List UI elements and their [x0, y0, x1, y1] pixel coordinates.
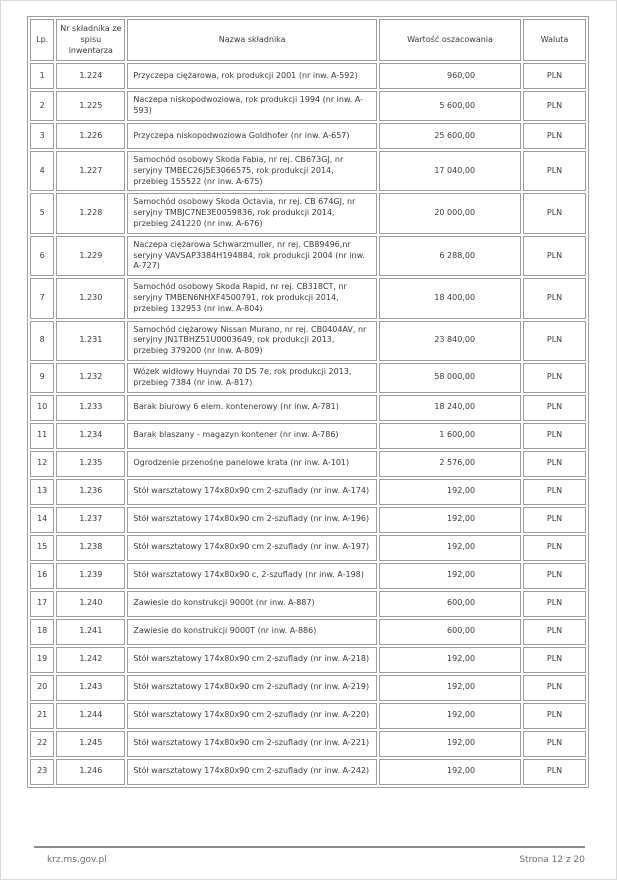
- inventory-number-cell: 1.231: [56, 321, 125, 361]
- currency-cell: PLN: [523, 423, 586, 449]
- row-index-cell: 10: [30, 395, 54, 421]
- inventory-number-cell: 1.245: [56, 731, 125, 757]
- row-index-cell: 17: [30, 591, 54, 617]
- estimated-value-cell: 192,00: [379, 675, 521, 701]
- currency-cell: PLN: [523, 759, 586, 785]
- estimated-value-cell: 192,00: [379, 647, 521, 673]
- item-name-cell: Stół warsztatowy 174x80x90 cm 2-szuflady (nr inw. A-219): [127, 675, 377, 701]
- row-index-cell: 2: [30, 91, 54, 121]
- table-row: [30, 321, 586, 361]
- table-row: [30, 703, 586, 729]
- row-index-cell: 6: [30, 236, 54, 276]
- table-row: [30, 193, 586, 233]
- inventory-number-cell: 1.236: [56, 479, 125, 505]
- item-name-cell: Samochód osobowy Skoda Fabia, nr rej. CB673GJ, nr seryjny TMBEC26J5E3066575, rok produkcji 2014, przebieg 155522 (nr inw. A-675): [127, 151, 377, 191]
- inventory-number-cell: 1.242: [56, 647, 125, 673]
- currency-cell: PLN: [523, 63, 586, 89]
- inventory-number-cell: 1.235: [56, 451, 125, 477]
- table-row: [30, 123, 586, 149]
- table-row: [30, 423, 586, 449]
- item-name-cell: Barak blaszany - magazyn kontener (nr inw. A-786): [127, 423, 377, 449]
- row-index-cell: 13: [30, 479, 54, 505]
- item-name-cell: Przyczepa niskopodwoziowa Goldhofer (nr inw. A-657): [127, 123, 377, 149]
- table-row: [30, 647, 586, 673]
- inventory-number-cell: 1.243: [56, 675, 125, 701]
- inventory-number-cell: 1.238: [56, 535, 125, 561]
- row-index-cell: 22: [30, 731, 54, 757]
- table-row: [30, 63, 586, 89]
- inventory-number-cell: 1.224: [56, 63, 125, 89]
- column-header-currency: Waluta: [523, 19, 586, 61]
- estimated-value-cell: 192,00: [379, 703, 521, 729]
- currency-cell: PLN: [523, 647, 586, 673]
- estimated-value-cell: 192,00: [379, 731, 521, 757]
- item-name-cell: Zawiesie do konstrukcji 9000t (nr inw. A-887): [127, 591, 377, 617]
- estimated-value-cell: 600,00: [379, 591, 521, 617]
- inventory-number-cell: 1.234: [56, 423, 125, 449]
- inventory-number-cell: 1.225: [56, 91, 125, 121]
- row-index-cell: 18: [30, 619, 54, 645]
- currency-cell: PLN: [523, 479, 586, 505]
- inventory-number-cell: 1.237: [56, 507, 125, 533]
- estimated-value-cell: 192,00: [379, 759, 521, 785]
- column-header-inventory-number: Nr składnika ze spisu inwentarza: [56, 19, 125, 61]
- inventory-number-cell: 1.228: [56, 193, 125, 233]
- item-name-cell: Stół warsztatowy 174x80x90 cm 2-szuflady (nr inw. A-220): [127, 703, 377, 729]
- item-name-cell: Zawiesie do konstrukcji 9000T (nr inw. A-886): [127, 619, 377, 645]
- estimated-value-cell: 192,00: [379, 535, 521, 561]
- row-index-cell: 1: [30, 63, 54, 89]
- estimated-value-cell: 23 840,00: [379, 321, 521, 361]
- table-header-row: [30, 19, 586, 61]
- currency-cell: PLN: [523, 703, 586, 729]
- currency-cell: PLN: [523, 123, 586, 149]
- estimated-value-cell: 960,00: [379, 63, 521, 89]
- item-name-cell: Stół warsztatowy 174x80x90 c, 2-szuflady (nr inw. A-198): [127, 563, 377, 589]
- currency-cell: PLN: [523, 731, 586, 757]
- table-row: [30, 91, 586, 121]
- table-row: [30, 507, 586, 533]
- item-name-cell: Stół warsztatowy 174x80x90 cm 2-szuflady (nr inw. A-197): [127, 535, 377, 561]
- currency-cell: PLN: [523, 619, 586, 645]
- currency-cell: PLN: [523, 363, 586, 393]
- table-row: [30, 591, 586, 617]
- currency-cell: PLN: [523, 451, 586, 477]
- item-name-cell: Stół warsztatowy 174x80x90 cm 2-szuflady (nr inw. A-218): [127, 647, 377, 673]
- table-row: [30, 731, 586, 757]
- item-name-cell: Barak biurowy 6 elem. kontenerowy (nr inw. A-781): [127, 395, 377, 421]
- item-name-cell: Stół warsztatowy 174x80x90 cm 2-szuflady (nr inw. A-221): [127, 731, 377, 757]
- estimated-value-cell: 1 600,00: [379, 423, 521, 449]
- table-row: [30, 759, 586, 785]
- estimated-value-cell: 2 576,00: [379, 451, 521, 477]
- inventory-number-cell: 1.230: [56, 278, 125, 318]
- estimated-value-cell: 192,00: [379, 507, 521, 533]
- currency-cell: PLN: [523, 193, 586, 233]
- table-row: [30, 563, 586, 589]
- footer-page-number: Strona 12 z 20: [519, 855, 585, 865]
- table-row: [30, 535, 586, 561]
- estimated-value-cell: 18 240,00: [379, 395, 521, 421]
- row-index-cell: 20: [30, 675, 54, 701]
- row-index-cell: 4: [30, 151, 54, 191]
- estimated-value-cell: 58 000,00: [379, 363, 521, 393]
- row-index-cell: 16: [30, 563, 54, 589]
- item-name-cell: Ogrodzenie przenośne panelowe krata (nr inw. A-101): [127, 451, 377, 477]
- currency-cell: PLN: [523, 535, 586, 561]
- estimated-value-cell: 5 600,00: [379, 91, 521, 121]
- table-row: [30, 236, 586, 276]
- currency-cell: PLN: [523, 91, 586, 121]
- inventory-number-cell: 1.241: [56, 619, 125, 645]
- estimated-value-cell: 600,00: [379, 619, 521, 645]
- column-header-estimated-value: Wartość oszacowania: [379, 19, 521, 61]
- table-row: [30, 151, 586, 191]
- currency-cell: PLN: [523, 563, 586, 589]
- row-index-cell: 15: [30, 535, 54, 561]
- item-name-cell: Stół warsztatowy 174x80x90 cm 2-szuflady (nr inw. A-196): [127, 507, 377, 533]
- currency-cell: PLN: [523, 278, 586, 318]
- row-index-cell: 23: [30, 759, 54, 785]
- estimated-value-cell: 20 000,00: [379, 193, 521, 233]
- row-index-cell: 21: [30, 703, 54, 729]
- page-footer: [34, 846, 585, 865]
- estimated-value-cell: 17 040,00: [379, 151, 521, 191]
- estimated-value-cell: 18 400,00: [379, 278, 521, 318]
- inventory-number-cell: 1.229: [56, 236, 125, 276]
- column-header-lp: Lp.: [30, 19, 54, 61]
- footer-divider: [34, 846, 585, 848]
- item-name-cell: Samochód osobowy Skoda Octavia, nr rej. CB 674GJ, nr seryjny TMBJC7NE3E0059836, rok produkcji 2014, przebieg 241220 (nr inw. A-676): [127, 193, 377, 233]
- table-row: [30, 479, 586, 505]
- item-name-cell: Naczepa ciężarowa Schwarzmuller, nr rej. CB89496,nr seryjny VAVSAP3384H194884, rok produkcji 2004 (nr inw. A-727): [127, 236, 377, 276]
- row-index-cell: 19: [30, 647, 54, 673]
- row-index-cell: 11: [30, 423, 54, 449]
- item-name-cell: Stół warsztatowy 174x80x90 cm 2-szuflady (nr inw. A-242): [127, 759, 377, 785]
- table-row: [30, 395, 586, 421]
- footer-site-label: krz.ms.gov.pl: [47, 855, 107, 865]
- currency-cell: PLN: [523, 395, 586, 421]
- item-name-cell: Samochód ciężarowy Nissan Murano, nr rej. CB0404AV, nr seryjny JN1TBHZ51U0003649, rok produkcji 2013, przebieg 379200 (nr inw. A-809): [127, 321, 377, 361]
- item-name-cell: Samochód osobowy Skoda Rapid, nr rej. CB318CT, nr seryjny TMBEN6NHXF4500791, rok produkcji 2014, przebieg 132953 (nr inw. A-804): [127, 278, 377, 318]
- estimated-value-cell: 192,00: [379, 479, 521, 505]
- table-body: [30, 63, 586, 784]
- item-name-cell: Wózek widłowy Huyndai 70 DS 7e, rok produkcji 2013, przebieg 7384 (nr inw. A-817): [127, 363, 377, 393]
- row-index-cell: 3: [30, 123, 54, 149]
- row-index-cell: 5: [30, 193, 54, 233]
- estimated-value-cell: 25 600,00: [379, 123, 521, 149]
- inventory-number-cell: 1.232: [56, 363, 125, 393]
- item-name-cell: Przyczepa ciężarowa, rok produkcji 2001 (nr inw. A-592): [127, 63, 377, 89]
- table-row: [30, 451, 586, 477]
- table-row: [30, 363, 586, 393]
- currency-cell: PLN: [523, 236, 586, 276]
- inventory-number-cell: 1.240: [56, 591, 125, 617]
- row-index-cell: 7: [30, 278, 54, 318]
- inventory-number-cell: 1.246: [56, 759, 125, 785]
- inventory-table: [27, 16, 589, 788]
- currency-cell: PLN: [523, 675, 586, 701]
- table-row: [30, 278, 586, 318]
- item-name-cell: Stół warsztatowy 174x80x90 cm 2-szuflady (nr inw. A-174): [127, 479, 377, 505]
- inventory-number-cell: 1.239: [56, 563, 125, 589]
- currency-cell: PLN: [523, 507, 586, 533]
- estimated-value-cell: 6 288,00: [379, 236, 521, 276]
- inventory-number-cell: 1.244: [56, 703, 125, 729]
- table-row: [30, 675, 586, 701]
- column-header-item-name: Nazwa składnika: [127, 19, 377, 61]
- inventory-number-cell: 1.226: [56, 123, 125, 149]
- row-index-cell: 12: [30, 451, 54, 477]
- row-index-cell: 8: [30, 321, 54, 361]
- row-index-cell: 14: [30, 507, 54, 533]
- estimated-value-cell: 192,00: [379, 563, 521, 589]
- row-index-cell: 9: [30, 363, 54, 393]
- item-name-cell: Naczepa niskopodwoziowa, rok produkcji 1994 (nr inw. A-593): [127, 91, 377, 121]
- table-row: [30, 619, 586, 645]
- currency-cell: PLN: [523, 151, 586, 191]
- currency-cell: PLN: [523, 321, 586, 361]
- inventory-number-cell: 1.233: [56, 395, 125, 421]
- inventory-number-cell: 1.227: [56, 151, 125, 191]
- currency-cell: PLN: [523, 591, 586, 617]
